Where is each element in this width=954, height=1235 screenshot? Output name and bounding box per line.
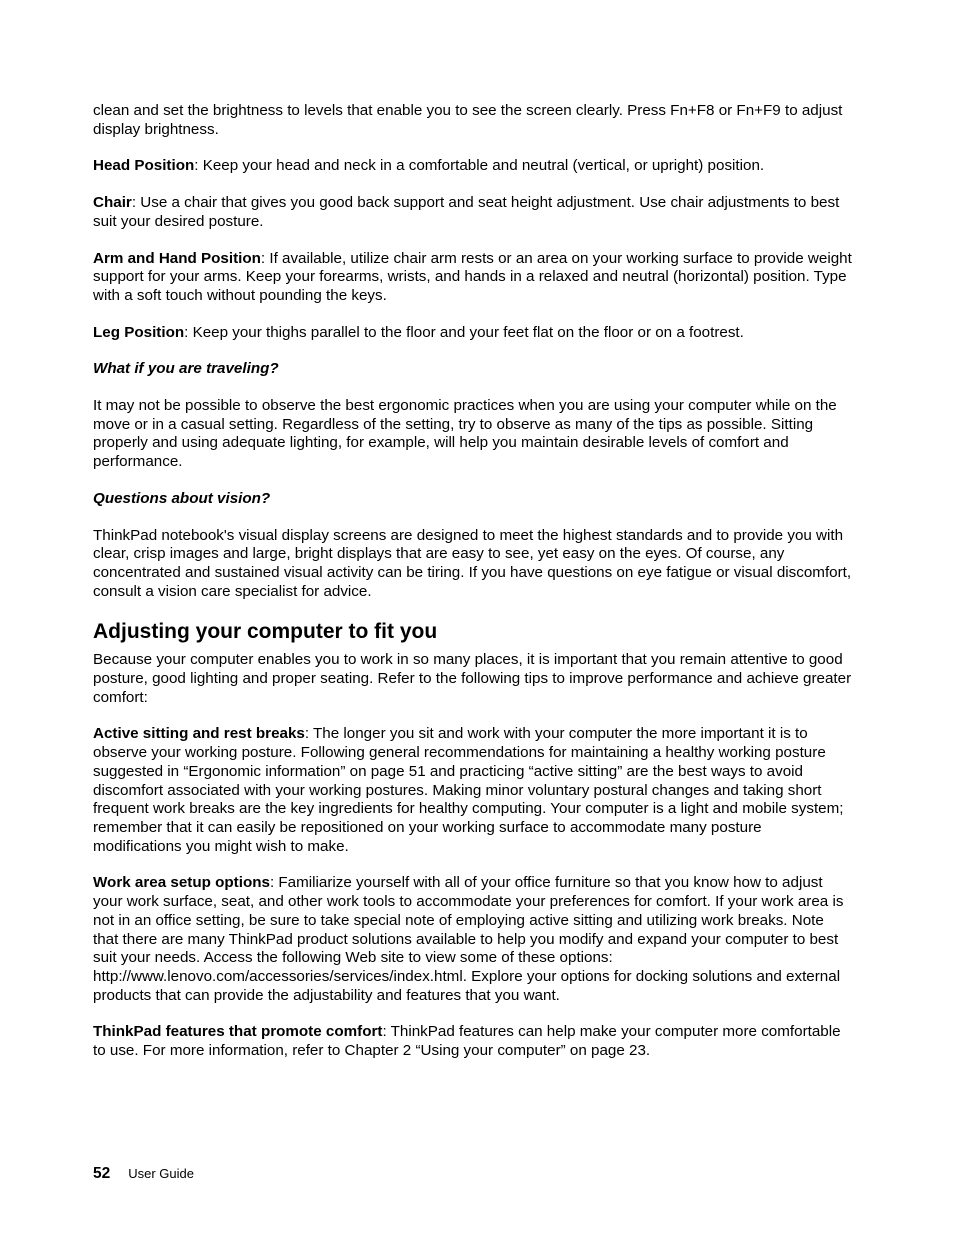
paragraph-vision: ThinkPad notebook's visual display screens are designed to meet the highest standards and to provide you with clear, crisp images and large, bright displays that are easy to see, yet easy on the eyes. Of course, any concentrated and sustained visual activity can be tiring. If you have questions on eye fatigue or visual discomfort, consult a vision care specialist for advice. (93, 526, 852, 600)
footer-label: User Guide (128, 1166, 194, 1181)
term-work-area: Work area setup options (93, 874, 270, 892)
page-footer (93, 1165, 194, 1183)
term-active-sitting: Active sitting and rest breaks (93, 725, 305, 743)
section-title: Adjusting your computer to fit you (93, 620, 438, 644)
paragraph-thinkpad-features (93, 1023, 853, 1060)
term-chair: Chair (93, 194, 132, 212)
paragraph-active-sitting (93, 725, 853, 856)
paragraph-intro: Because your computer enables you to work in so many places, it is important that you remain attentive to good posture, good lighting and proper seating. Refer to the following tips to improve performance and achieve greater comfort: (93, 651, 852, 706)
paragraph-arm-hand-position (93, 250, 853, 306)
paragraph-head-position (93, 157, 853, 176)
text-work-area: : Familiarize yourself with all of your office furniture so that you know how to adjust your work surface, seat, and other work tools to accommodate your preferences for comfort. If your work area is not in an office setting, be sure to take special note of employing active sitting and utilizing work breaks. Note that there are many ThinkPad product solutions available to help you modify and expand your computer to best suit your needs. Access the following Web site to view some of these options: http://www.lenovo.com/accessories/services/index.html. Explore your options for docking solutions and external products that can provide the adjustability and features that you want. (93, 874, 844, 1004)
text-active-sitting: : The longer you sit and work with your computer the more important it is to observe your working posture. Following general recommendations for maintaining a healthy working posture suggested in “Ergonomic information” on page 51 and practicing “active sitting” are the best ways to avoid discomfort associated with your working postures. Making minor voluntary postural changes and taking short frequent work breaks are the key ingredients for healthy computing. Your computer is a light and mobile system; remember that it can easily be repositioned on your working surface to accommodate many posture modifications you might wish to make. (93, 725, 844, 855)
heading-traveling: What if you are traveling? (93, 360, 279, 378)
paragraph-leg-position (93, 324, 853, 343)
heading-vision: Questions about vision? (93, 489, 271, 507)
paragraph-work-area (93, 874, 853, 1005)
paragraph-brightness: clean and set the brightness to levels that enable you to see the screen clearly. Press Fn+F8 or Fn+F9 to adjust display brightness. (93, 102, 843, 138)
page-number: 52 (93, 1165, 111, 1182)
text-arm-hand-position: : If available, utilize chair arm rests or an area on your working surface to provide weight support for your arms. Keep your forearms, wrists, and hands in a relaxed and neutral (horizontal) position. Type with a soft touch without pounding the keys. (93, 249, 852, 304)
term-arm-hand-position: Arm and Hand Position (93, 249, 261, 267)
text-thinkpad-features: : ThinkPad features can help make your computer more comfortable to use. For more information, refer to Chapter 2 “Using your computer” on page 23. (93, 1023, 841, 1060)
term-thinkpad-features: ThinkPad features that promote comfort (93, 1023, 383, 1041)
text-head-position: : Keep your head and neck in a comfortable and neutral (vertical, or upright) position. (194, 157, 765, 175)
term-leg-position: Leg Position (93, 323, 185, 341)
text-chair: : Use a chair that gives you good back support and seat height adjustment. Use chair adjustments to best suit your desired posture. (93, 194, 840, 230)
text-leg-position: : Keep your thighs parallel to the floor and your feet flat on the floor or on a footrest. (184, 323, 744, 341)
page-content (93, 102, 853, 1079)
paragraph-traveling: It may not be possible to observe the best ergonomic practices when you are using your computer while on the move or in a casual setting. Regardless of the setting, try to observe as many of the tips as possible. Sitting properly and using adequate lighting, for example, will help you maintain desirable levels of comfort and performance. (93, 397, 837, 471)
term-head-position: Head Position (93, 157, 195, 175)
paragraph-chair (93, 194, 853, 231)
